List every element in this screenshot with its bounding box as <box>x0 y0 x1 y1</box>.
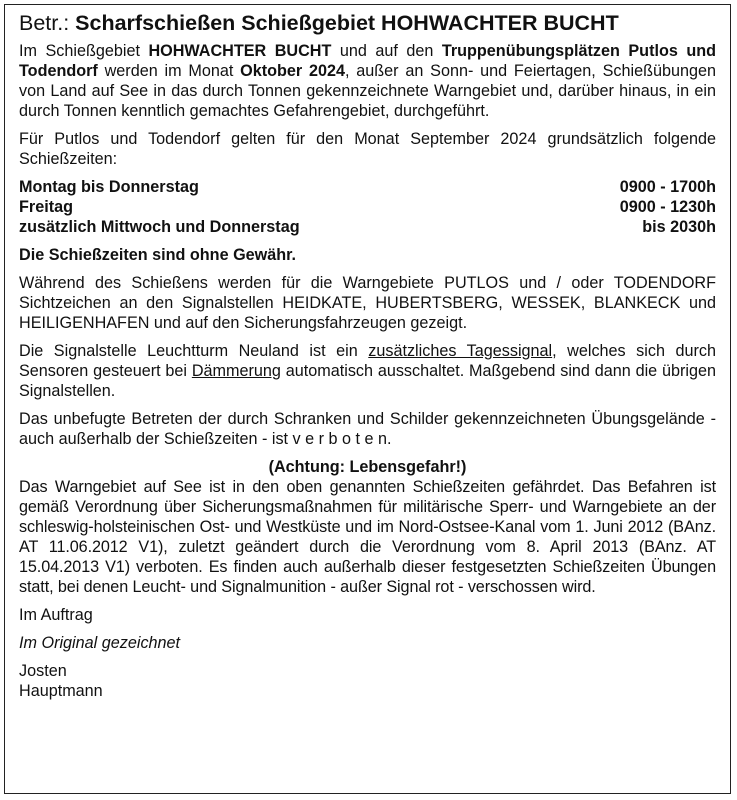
signature-name: Josten <box>19 662 67 680</box>
lighthouse-dusk: Dämmerung <box>191 362 281 380</box>
intro-area-name: HOHWACHTER BUCHT <box>148 42 332 60</box>
signature-rank: Hauptmann <box>19 682 103 700</box>
signals-paragraph: Während des Schießens werden für die Warngebiete PUTLOS und / oder TODENDORF Sichtzeichen an den Signalstellen HEIDKATE, HUBERTSBERG, WESSEK, BLANKECK und HEILIGENHAFEN und auf den Sicherungsfahrzeugen gezeigt. <box>19 274 716 332</box>
schedule-row <box>19 217 716 237</box>
schedule-time: 0900 - 1700h <box>619 178 716 196</box>
intro-text-2: und auf den <box>331 42 442 60</box>
lighthouse-text-2: , welches sich durch Sensoren gesteuert bei <box>19 342 716 380</box>
trespass-paragraph: Das unbefugte Betreten der durch Schranken und Schilder gekennzeichneten Übungsgelände - auch außerhalb der Schießzeiten - ist v e r b o t e n. <box>19 410 716 448</box>
title-prefix: Betr.: <box>19 11 76 35</box>
lighthouse-day-signal: zusätzliches Tagessignal <box>368 342 553 360</box>
no-guarantee-note: Die Schießzeiten sind ohne Gewähr. <box>19 246 297 264</box>
lighthouse-text-1: Die Signalstelle Leuchtturm Neuland ist ein <box>19 342 369 360</box>
times-intro: Für Putlos und Todendorf gelten für den Monat September 2024 grundsätzlich folgende Schießzeiten: <box>19 130 716 168</box>
schedule <box>19 177 716 237</box>
schedule-row <box>19 197 716 217</box>
danger-warning: (Achtung: Lebensgefahr!) <box>268 458 467 476</box>
schedule-time: bis 2030h <box>642 218 716 236</box>
title-main: Scharfschießen Schießgebiet HOHWACHTER BUCHT <box>75 11 619 35</box>
intro-training-areas: Truppenübungsplätzen Putlos und Todendorf <box>19 42 716 80</box>
lighthouse-text-3: automatisch ausschaltet. Maßgebend sind dann die übrigen Signalstellen. <box>19 362 716 400</box>
schedule-day: Freitag <box>19 198 73 216</box>
lighthouse-paragraph <box>19 341 716 401</box>
regulation-paragraph: Das Warngebiet auf See ist in den oben genannten Schießzeiten gefährdet. Das Befahren ist gemäß Verordnung über Sicherungsmaßnahmen für militärische Sperr- und Warngebiete an der schleswig-holsteinischen Ost- und Westküste und im Nord-Ostsee-Kanal vom 1. Juni 2012 (BAnz. AT 11.06.2012 V1), zuletzt geändert durch die Verordnung vom 8. April 2013 (BAnz. AT 15.04.2013 V1) verboten. Es finden auch außerhalb dieser festgesetzten Schießzeiten Übungen statt, bei denen Leucht- und Signalmunition - außer Signal rot - verschossen wird. <box>19 478 716 596</box>
signature-signed: Im Original gezeichnet <box>19 634 181 652</box>
intro-text-4: , außer an Sonn- und Feiertagen, Schießübungen von Land auf See in das durch Tonnen gekennzeichnete Warngebiet und, darüber hinaus, in ein durch Tonnen kenntlich gemachtes Gefahrengebiet, durchgeführt. <box>19 62 716 120</box>
schedule-day: Montag bis Donnerstag <box>19 178 199 196</box>
intro-text-1: Im Schießgebiet <box>19 42 149 60</box>
schedule-day: zusätzlich Mittwoch und Donnerstag <box>19 218 300 236</box>
intro-text-3: werden im Monat <box>97 62 241 80</box>
schedule-row <box>19 177 716 197</box>
intro-paragraph <box>19 41 716 121</box>
schedule-time: 0900 - 1230h <box>619 198 716 216</box>
intro-month: Oktober 2024 <box>240 62 345 80</box>
notice-title <box>19 9 716 37</box>
notice-box <box>4 4 731 794</box>
signature-order: Im Auftrag <box>19 606 93 624</box>
